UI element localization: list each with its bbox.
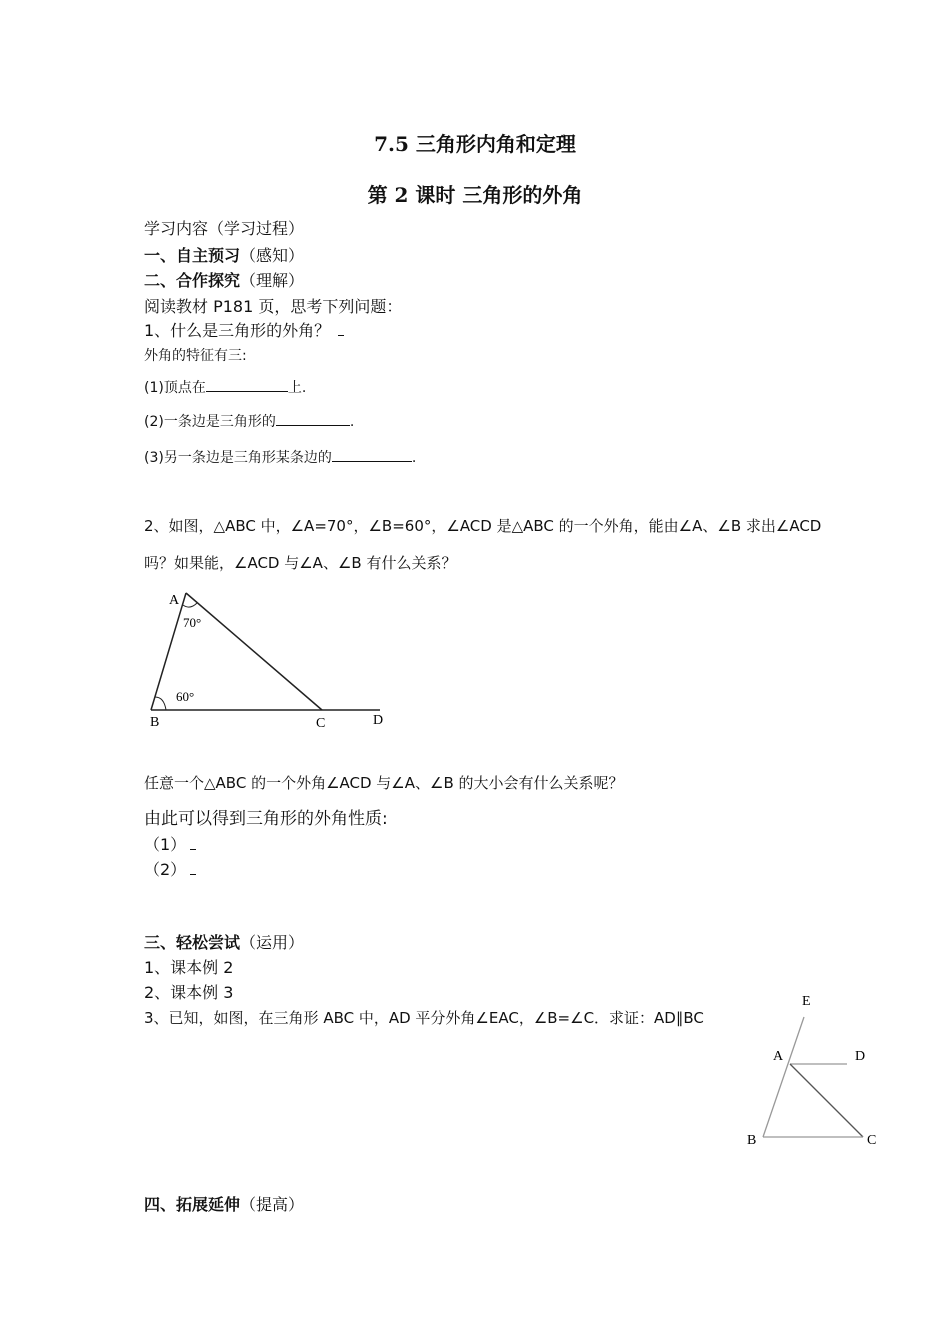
angle-a-value: 70° [183, 615, 202, 630]
angle-a-arc [183, 603, 197, 607]
feature-3-blank [332, 447, 412, 462]
section-2-title: 二、合作探究 [144, 271, 241, 290]
question-2-line-1: 2、如图，△ABC 中，∠A=70°，∠B=60°，∠ACD 是△ABC 的一个外角，能由∠A、∠B 求出∠ACD [144, 517, 822, 535]
exercise-1: 1、课本例 2 [144, 958, 234, 977]
general-question: 任意一个△ABC 的一个外角∠ACD 与∠A、∠B 的大小会有什么关系呢？ [144, 774, 624, 792]
section-4-heading [144, 1192, 304, 1215]
question-1 [144, 318, 344, 341]
property-2-blank [190, 864, 196, 875]
features-label: 外角的特征有三: [144, 348, 247, 364]
exercise-3: 3、已知，如图，在三角形 ABC 中，AD 平分外角∠EAC，∠B=∠C．求证：AD∥BC [144, 1009, 704, 1027]
point-d-label: D [373, 713, 384, 728]
feature-3 [144, 447, 416, 467]
section-4-note: （提高） [240, 1195, 305, 1214]
learning-content-heading: 学习内容（学习过程） [144, 219, 305, 238]
feature-2-pre: (2)一条边是三角形的 [144, 414, 276, 430]
vertex-b-label: B [747, 1133, 757, 1148]
feature-1-post: 上. [287, 380, 307, 396]
triangle-figure-1 [140, 585, 400, 735]
section-3-title: 三、轻松尝试 [144, 933, 241, 952]
section-1-title: 一、自主预习 [144, 246, 241, 265]
property-1-label: （1） [144, 835, 187, 854]
feature-2-blank [276, 411, 350, 426]
feature-3-pre: (3)另一条边是三角形某条边的 [144, 450, 332, 466]
point-d-label: D [855, 1049, 866, 1064]
property-2-label: （2） [144, 860, 187, 879]
feature-1 [144, 377, 306, 397]
property-1-blank [190, 839, 196, 850]
section-3-heading [144, 930, 304, 953]
feature-1-pre: (1)顶点在 [144, 380, 206, 396]
exercise-2: 2、课本例 3 [144, 983, 234, 1002]
question-1-blank [338, 325, 344, 336]
page-subtitle: 第 2 课时 三角形的外角 [367, 183, 583, 207]
angle-b-value: 60° [176, 689, 195, 704]
side-ac [790, 1064, 863, 1137]
property-2 [144, 857, 196, 880]
vertex-c-label: C [316, 716, 326, 731]
vertex-c-label: C [867, 1133, 877, 1148]
section-1-note: （感知） [240, 246, 305, 265]
line-eb [763, 1017, 804, 1137]
section-1-heading [144, 243, 304, 266]
feature-3-post: . [411, 450, 417, 466]
question-2-line-2: 吗？如果能，∠ACD 与∠A、∠B 有什么关系？ [144, 554, 457, 572]
feature-2-post: . [349, 414, 355, 430]
triangle-figure-2 [740, 985, 885, 1160]
section-2-note: （理解） [240, 271, 305, 290]
vertex-a-label: A [169, 593, 180, 608]
vertex-b-label: B [150, 715, 160, 730]
vertex-a-label: A [773, 1049, 784, 1064]
feature-2 [144, 411, 354, 431]
section-3-note: （运用） [240, 933, 305, 952]
page-title: 7.5 三角形内角和定理 [374, 132, 576, 156]
property-intro: 由此可以得到三角形的外角性质: [144, 809, 388, 829]
section-4-title: 四、拓展延伸 [144, 1195, 241, 1214]
question-1-text: 1、什么是三角形的外角？ [144, 321, 331, 340]
feature-1-blank [206, 377, 288, 392]
reading-instruction: 阅读教材 P181 页，思考下列问题： [144, 297, 403, 316]
angle-b-arc [155, 697, 166, 710]
point-e-label: E [802, 994, 811, 1009]
side-ac [186, 593, 322, 710]
section-2-heading [144, 268, 304, 291]
property-1 [144, 832, 196, 855]
